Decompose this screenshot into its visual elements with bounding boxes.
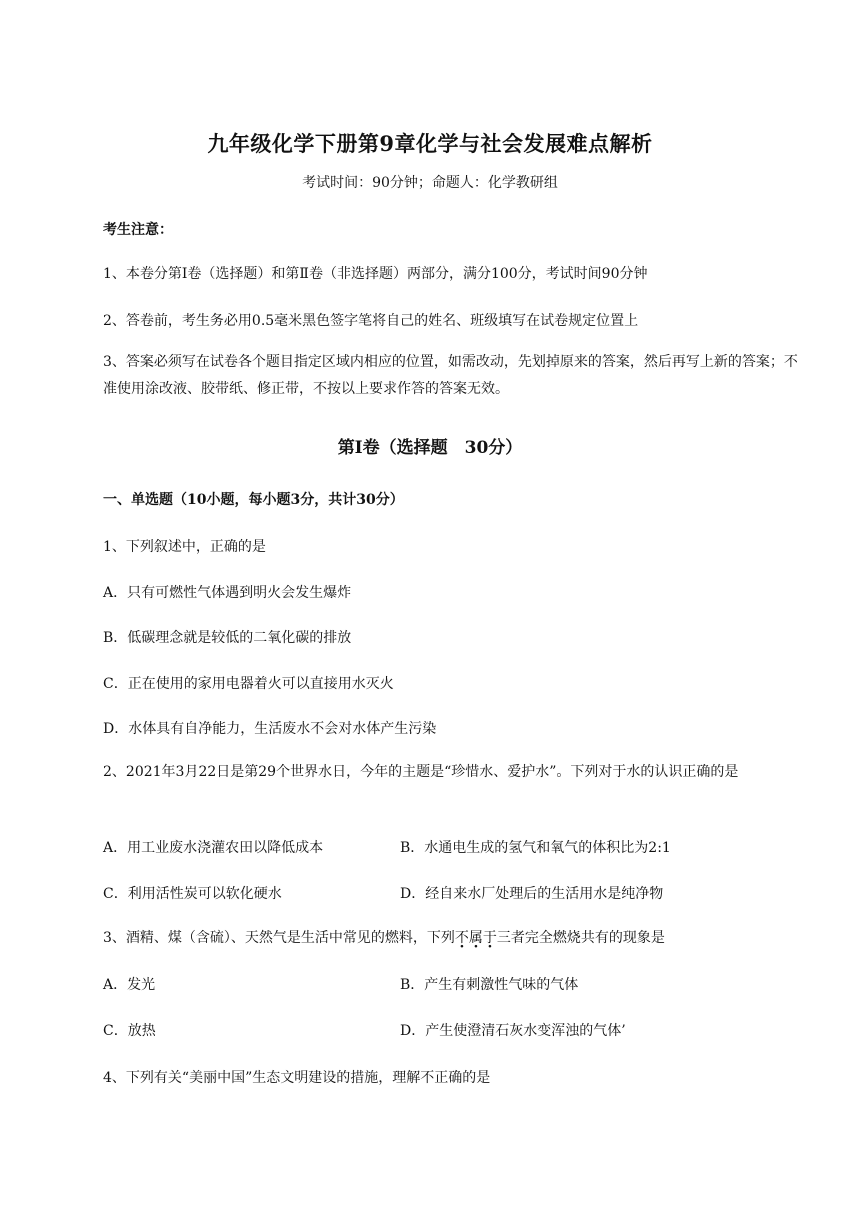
option-b: B．低碳理念就是较低的二氧化碳的排放 xyxy=(103,630,352,646)
emphasis-char: 属 xyxy=(468,930,483,946)
page-title: 九年级化学下册第9章化学与社会发展难点解析 xyxy=(207,131,653,156)
option-c: C．放热 xyxy=(103,1023,156,1039)
option-a: A．只有可燃性气体遇到明火会发生爆炸 xyxy=(103,585,352,601)
notice-item: 1、本卷分第Ⅰ卷（选择题）和第Ⅱ卷（非选择题）两部分，满分100分，考试时间90分钟 xyxy=(103,266,648,282)
question-stem: 4、下列有关“美丽中国”生态文明建设的措施，理解不正确的是 xyxy=(103,1070,491,1086)
option-a: A．用工业废水浇灌农田以降低成本 xyxy=(103,840,324,856)
option-c: C．正在使用的家用电器着火可以直接用水灭火 xyxy=(103,676,394,692)
emphasized-text xyxy=(455,930,497,946)
emphasis-char: 于 xyxy=(482,930,497,946)
question-stem xyxy=(103,927,665,947)
notice-item: 2、答卷前，考生务必用0.5毫米黑色签字笔将自己的姓名、班级填写在试卷规定位置上 xyxy=(103,313,639,329)
exam-info: 考试时间：90分钟；命题人：化学教研组 xyxy=(302,175,558,191)
stem-text: 3、酒精、煤（含硫）、天然气是生活中常见的燃料，下列 xyxy=(103,930,455,946)
option-d: D．经自来水厂处理后的生活用水是纯净物 xyxy=(400,886,664,902)
option-a: A．发光 xyxy=(103,977,156,993)
stem-text: 三者完全燃烧共有的现象是 xyxy=(496,930,665,946)
option-b: B．产生有刺激性气味的气体 xyxy=(400,977,579,993)
notice-heading: 考生注意： xyxy=(103,222,173,238)
part-heading: 一、单选题（10小题，每小题3分，共计30分） xyxy=(103,492,404,508)
option-d: D．水体具有自净能力，生活废水不会对水体产生污染 xyxy=(103,721,437,737)
question-stem: 1、下列叙述中，正确的是 xyxy=(103,539,266,555)
emphasis-char: 不 xyxy=(454,930,469,946)
option-d: D．产生使澄清石灰水变浑浊的气体’ xyxy=(400,1023,626,1039)
option-b: B．水通电生成的氢气和氧气的体积比为2:1 xyxy=(400,840,671,856)
question-stem: 2、2021年3月22日是第29个世界水日，今年的主题是“珍惜水、爱护水”。下列对于水的认识正确的是 xyxy=(103,764,739,780)
section-title: 第Ⅰ卷（选择题 30分） xyxy=(337,438,523,458)
option-c: C．利用活性炭可以软化硬水 xyxy=(103,886,282,902)
notice-item: 3、答案必须写在试卷各个题目指定区域内相应的位置，如需改动，先划掉原来的答案，然后再写上新的答案；不准使用涂改液、胶带纸、修正带，不按以上要求作答的答案无效。 xyxy=(103,354,798,397)
